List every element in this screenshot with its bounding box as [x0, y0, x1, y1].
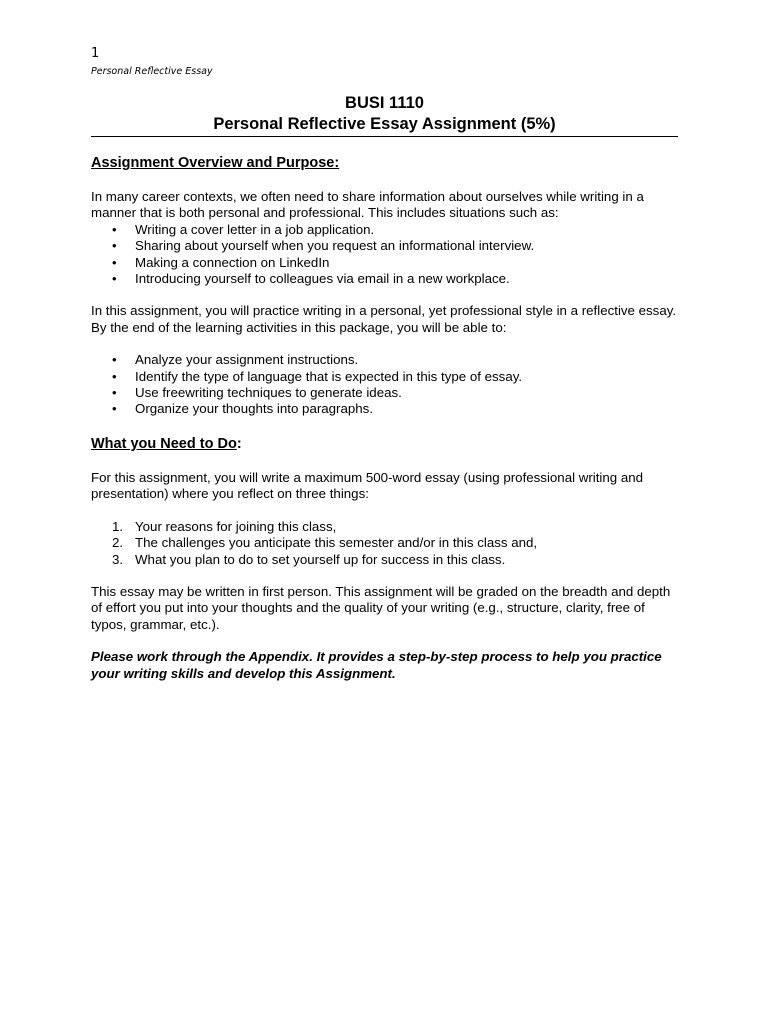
- list-item-text: Sharing about yourself when you request an informational interview.: [135, 238, 535, 254]
- list-item-text: What you plan to do to set yourself up for success in this class.: [135, 551, 506, 567]
- running-header: Personal Reflective Essay: [91, 66, 213, 77]
- list-item: [91, 535, 678, 551]
- grading-paragraph: This essay may be written in first person. This assignment will be graded on the breadth and depth of effort you put into your thoughts and the quality of your writing (e.g., structure, clarity, free of typos, grammar, etc.).: [91, 583, 671, 632]
- list-item: [91, 519, 678, 535]
- document-body: [91, 154, 678, 682]
- todo-heading: [91, 435, 678, 453]
- list-item: [91, 369, 678, 385]
- bullet-icon: •: [112, 401, 117, 417]
- list-item-text: Analyze your assignment instructions.: [135, 352, 359, 368]
- list-item-text: Use freewriting techniques to generate ideas.: [135, 385, 402, 401]
- list-item-text: Making a connection on LinkedIn: [135, 254, 330, 270]
- overview-heading-text: Assignment Overview and Purpose:: [91, 155, 340, 171]
- appendix-callout: Please work through the Appendix. It provides a step-by-step process to help you practice your writing skills and develop this Assignment.: [91, 649, 662, 681]
- list-item-text: Your reasons for joining this class,: [135, 518, 337, 534]
- bullet-icon: •: [112, 385, 117, 401]
- overview-intro: In many career contexts, we often need to share information about ourselves while writing in a manner that is both personal and professional. This includes situations such as:: [91, 189, 644, 221]
- bullet-icon: •: [112, 352, 117, 368]
- page-number: 1: [91, 46, 100, 61]
- list-number: 2.: [112, 535, 124, 551]
- list-item: [91, 222, 678, 238]
- list-item: [91, 552, 678, 568]
- assignment-title: Personal Reflective Essay Assignment (5%): [213, 115, 556, 133]
- bullet-icon: •: [112, 271, 117, 287]
- overview-heading: [91, 154, 678, 172]
- list-item: [91, 385, 678, 401]
- course-code: BUSI 1110: [345, 94, 424, 112]
- outcomes-list: [91, 352, 678, 418]
- bullet-icon: •: [112, 368, 117, 384]
- list-number: 1.: [112, 518, 124, 534]
- list-item-text: The challenges you anticipate this semester and/or in this class and,: [135, 535, 538, 551]
- list-item-text: Identify the type of language that is expected in this type of essay.: [135, 368, 523, 384]
- todo-heading-text: What you Need to Do: [91, 435, 237, 452]
- list-item: [91, 401, 678, 417]
- situations-list: [91, 222, 678, 288]
- todo-heading-colon: :: [236, 435, 242, 452]
- reflection-list: [91, 519, 678, 568]
- title-block: [91, 93, 678, 137]
- list-item: [91, 238, 678, 254]
- bullet-icon: •: [112, 254, 117, 270]
- todo-intro: For this assignment, you will write a maximum 500-word essay (using professional writing and presentation) where you reflect on three things:: [91, 469, 644, 502]
- list-item: [91, 255, 678, 271]
- list-item-text: Organize your thoughts into paragraphs.: [135, 401, 374, 417]
- list-item: [91, 352, 678, 368]
- list-item-text: Introducing yourself to colleagues via email in a new workplace.: [135, 271, 510, 287]
- list-number: 3.: [112, 551, 124, 567]
- list-item-text: Writing a cover letter in a job application.: [135, 221, 375, 237]
- practice-paragraph: In this assignment, you will practice writing in a personal, yet professional style in a reflective essay. By the end of the learning activities in this package, you will be able to:: [91, 303, 677, 335]
- list-item: [91, 271, 678, 287]
- bullet-icon: •: [112, 221, 117, 237]
- bullet-icon: •: [112, 238, 117, 254]
